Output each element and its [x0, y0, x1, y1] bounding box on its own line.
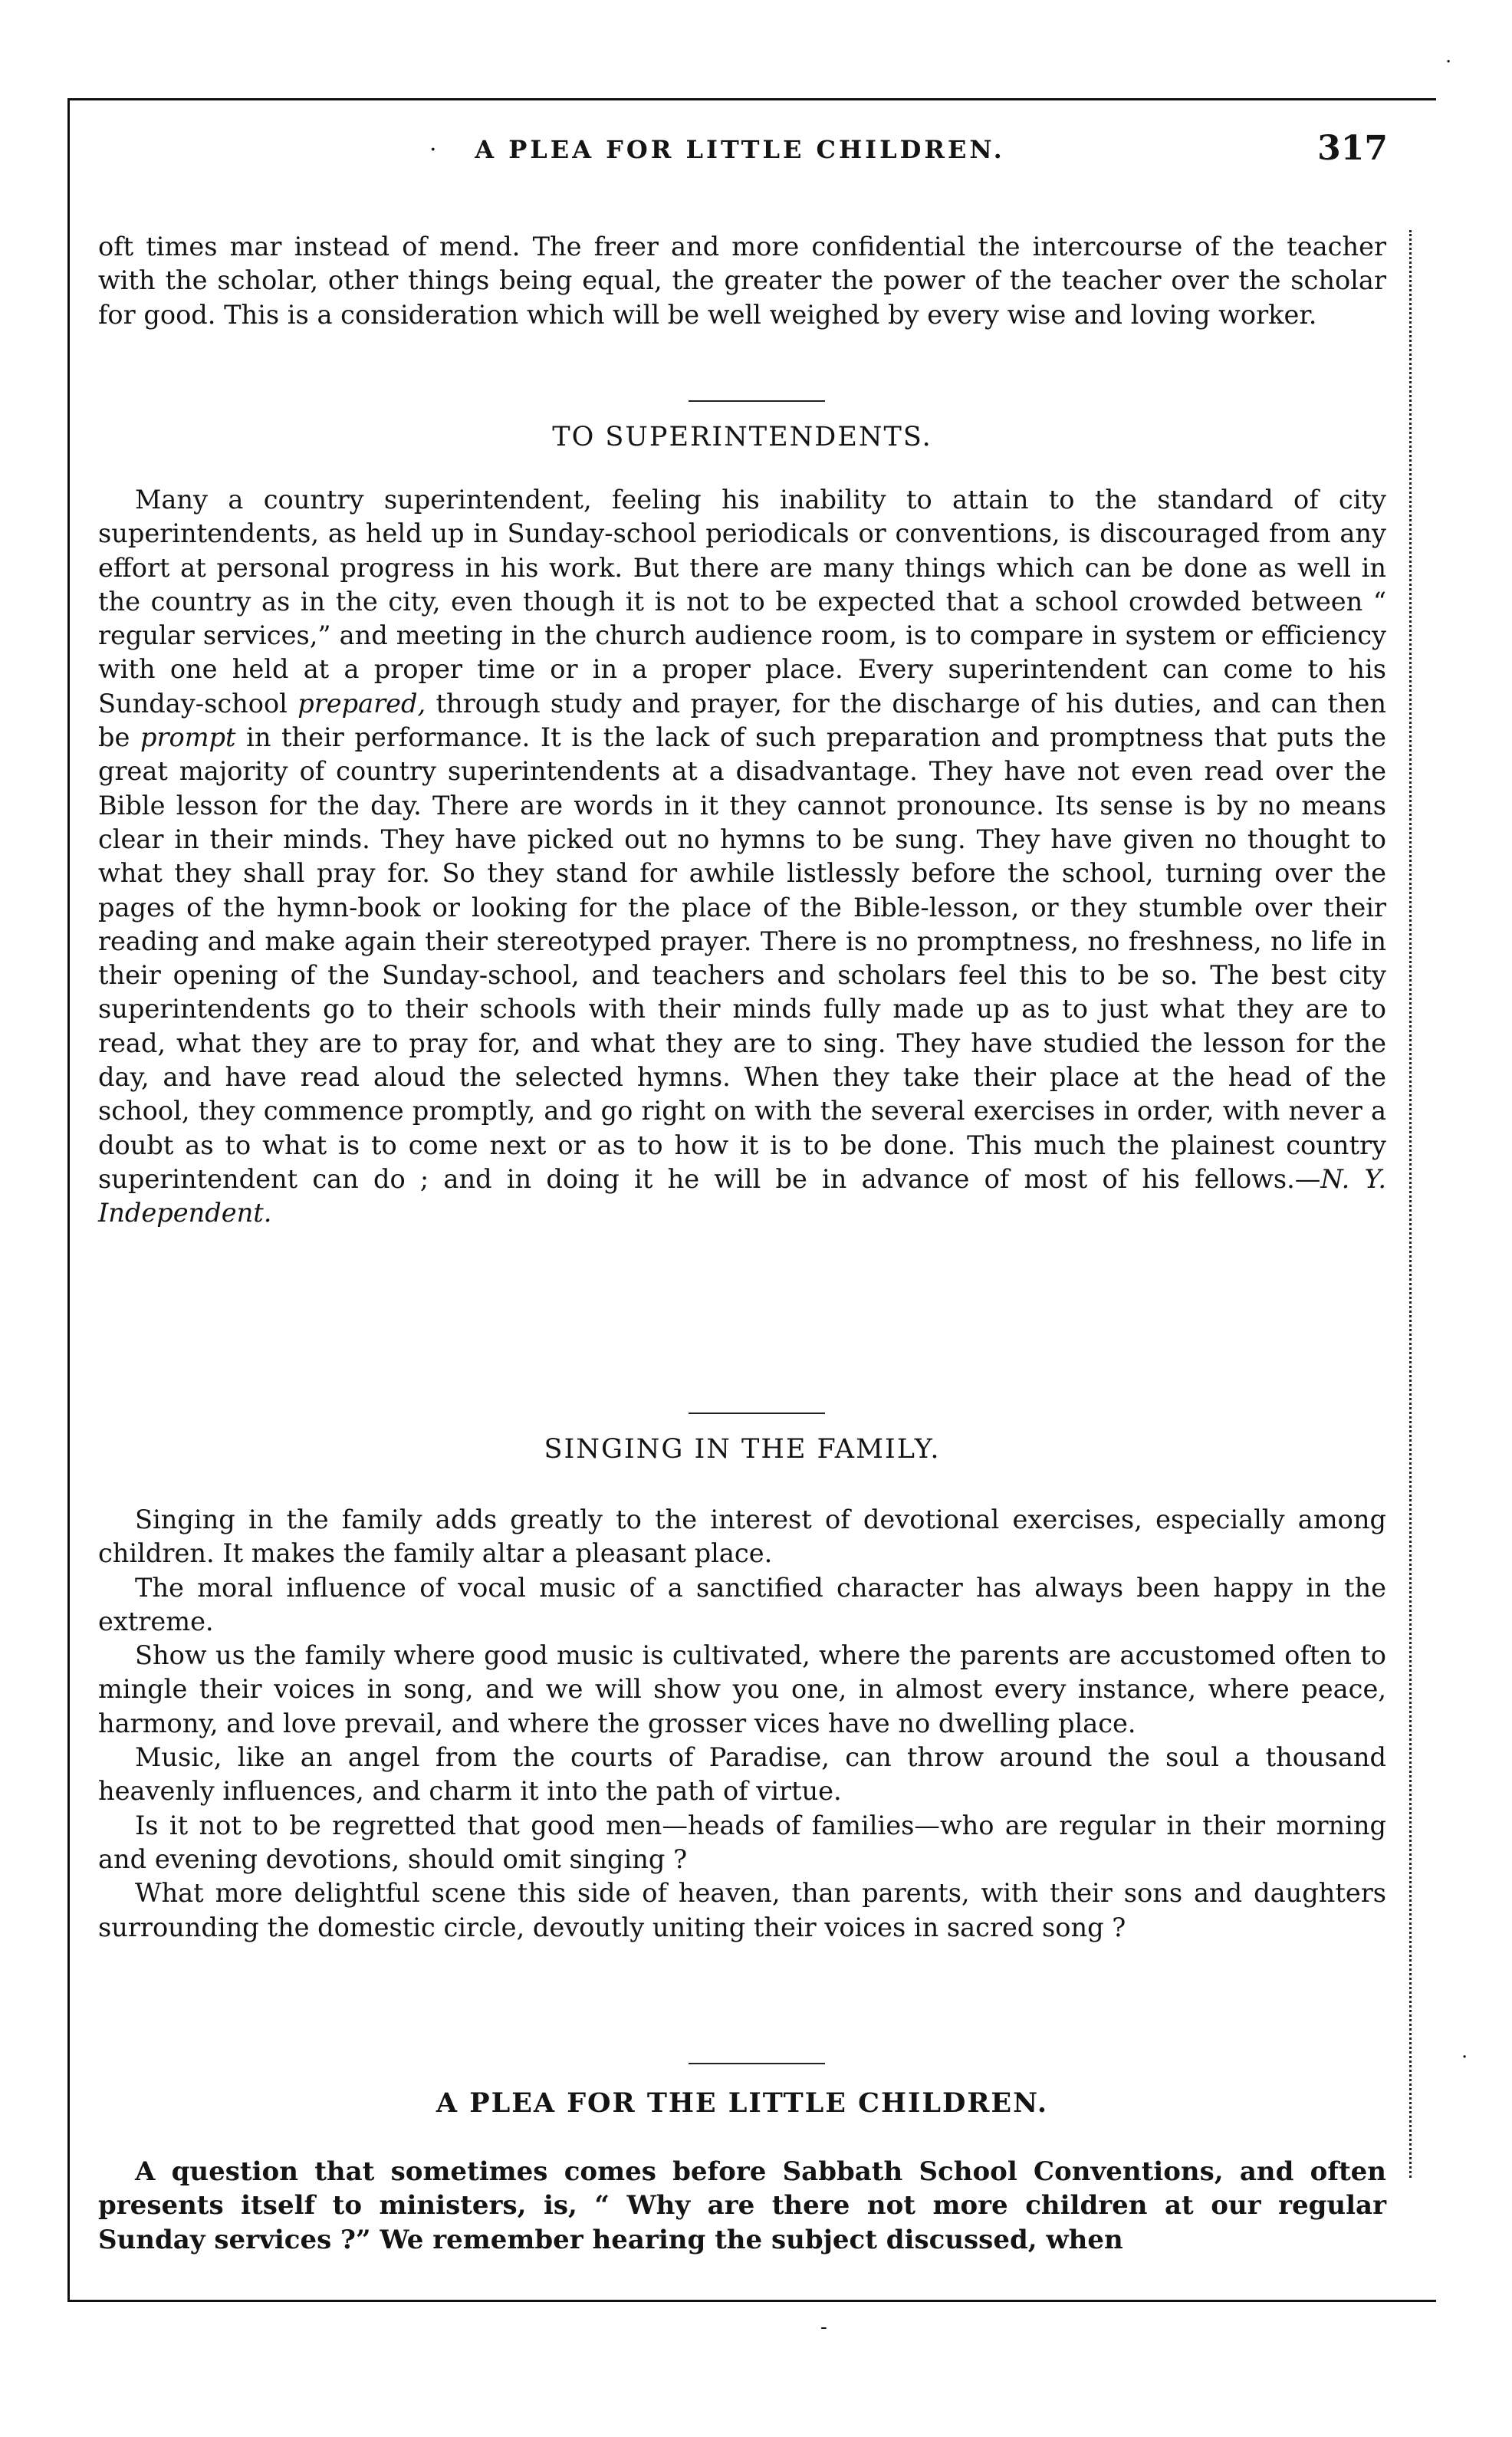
- section-divider: [689, 400, 825, 402]
- header-bullet: ·: [429, 136, 437, 163]
- heading-plea-for-little-children: A PLEA FOR THE LITTLE CHILDREN.: [436, 2087, 1049, 2119]
- section-divider: [689, 1413, 825, 1414]
- speck-mark: -: [820, 2316, 827, 2339]
- singing-paragraph: Is it not to be regretted that good men—heads of families—who are regular in their morning and evening devotions, should omit singing ?: [98, 1810, 1386, 1874]
- plea-paragraph: A question that sometimes comes before Sabbath School Conventions, and often presents itself to ministers, is, “ Why are there not more children at our regular Sunday services ?” We remember hearing the subject discussed, when: [98, 2156, 1386, 2255]
- right-margin-rule: [1409, 230, 1412, 2178]
- intro-paragraph: oft times mar instead of mend. The freer and more confidential the intercourse of the teacher with the scholar, other things being equal, the greater the power of the teacher over the scholar for good. This is a consideration which will be well weighed by every wise and loving worker.: [98, 232, 1386, 330]
- singing-paragraph: What more delightful scene this side of heaven, than parents, with their sons and daughters surrounding the domestic circle, devoutly uniting their voices in sacred song ?: [98, 1878, 1386, 1942]
- page-number: 317: [1317, 129, 1388, 168]
- singing-paragraph: The moral influence of vocal music of a sanctified character has always been happy in the extreme.: [98, 1572, 1386, 1636]
- emphasis-prepared: prepared,: [297, 688, 426, 719]
- section-divider: [689, 2063, 825, 2064]
- singing-paragraph: Show us the family where good music is cultivated, where the parents are accustomed often to mingle their voices in song, and we will show you one, in almost every instance, where peace, harmony, and love prevail, and where the grosser vices have no dwelling place.: [98, 1640, 1386, 1738]
- speck-mark: ·: [1445, 51, 1452, 74]
- singing-paragraph: Music, like an angel from the courts of Paradise, can throw around the soul a thousand heavenly influences, and charm it into the path of virtue.: [98, 1742, 1386, 1807]
- running-title: A PLEA FOR LITTLE CHILDREN.: [475, 135, 1005, 164]
- running-header: [92, 129, 1388, 178]
- source-attribution: N. Y. Independent.: [98, 1163, 1386, 1228]
- heading-to-superintendents: TO SUPERINTENDENTS.: [552, 422, 932, 452]
- singing-section-body: [98, 1503, 1386, 1945]
- speck-mark: ·: [1461, 2046, 1468, 2069]
- singing-paragraph: Singing in the family adds greatly to the interest of devotional exercises, especially among children. It makes the family altar a pleasant place.: [98, 1505, 1386, 1569]
- superintendents-paragraph: Many a country superintendent, feeling his inability to attain to the standard of city superintendents, as held up in Sunday-school periodicals or conventions, is discouraged from any effort at personal progress in his work. But there are many things which can be done as well in the country as in the city, even though it is not to be expected that a school crowded between “ regular services,” and meeting in the church audience room, is to compare in system or efficiency with one held at a proper time or in a proper place. Every superintendent can come to his Sunday-school prepared, through study and prayer, for the discharge of his duties, and can then be prompt in their performance. It is the lack of such preparation and promptness that puts the great majority of country superintendents at a disadvantage. They have not even read over the Bible lesson for the day. There are words in it they cannot pronounce. Its sense is by no means clear in their minds. They have picked out no hymns to be sung. They have given no thought to what they shall pray for. So they stand for awhile listlessly before the school, turning over the pages of the hymn-book or looking for the place of the Bible-lesson, or they stumble over their reading and make again their stereotyped prayer. There is no promptness, no freshness, no life in their opening of the Sunday-school, and teachers and scholars feel this to be so. The best city superintendents go to their schools with their minds fully made up as to just what they are to read, what they are to pray for, and what they are to sing. They have studied the lesson for the day, and have read aloud the selected hymns. When they take their place at the head of the school, they commence promptly, and go right on with the several exercises in order, with never a doubt as to what is to come next or as to how it is to be done. This much the plainest country superintendent can do ; and in doing it he will be in advance of most of his fellows.—N. Y. Independent.: [98, 485, 1386, 1228]
- emphasis-prompt: prompt: [140, 722, 236, 753]
- heading-singing-in-the-family: SINGING IN THE FAMILY.: [544, 1434, 941, 1465]
